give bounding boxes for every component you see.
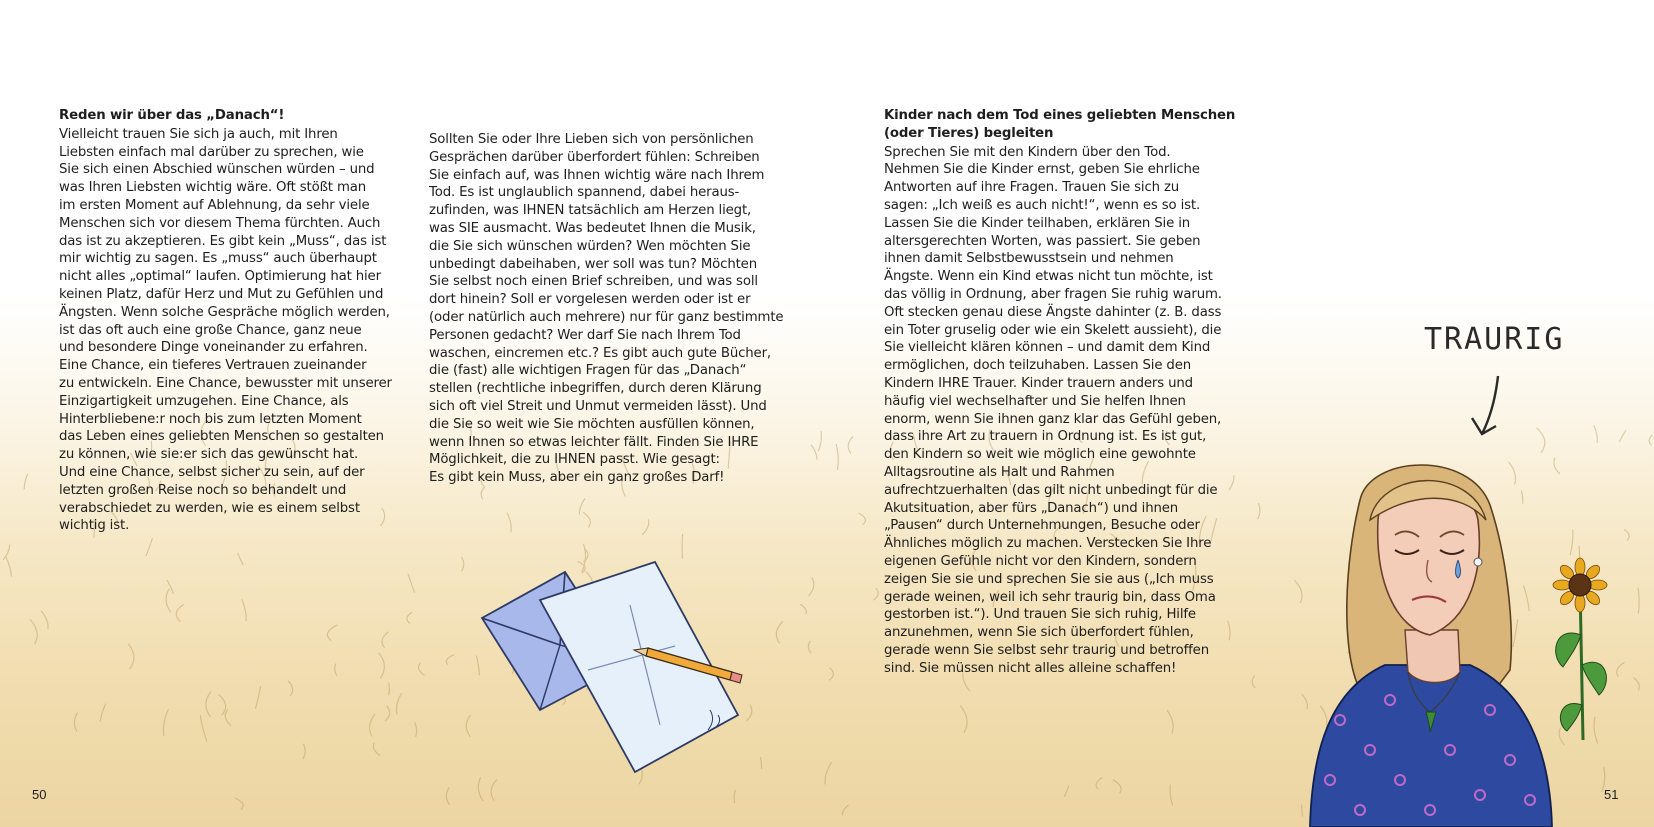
- text-line: aufrechtzuerhalten (das gilt nicht unbedingt für die: [884, 482, 1218, 498]
- text-line: keinen Platz, dafür Herz und Mut zu Gefühlen und: [59, 286, 384, 302]
- text-line: und besondere Dinge voneinander zu erfahren.: [59, 340, 368, 356]
- crying-woman-illustration: [1300, 450, 1560, 827]
- text-line: Ähnliches möglich zu machen. Verstecken Sie Ihre: [884, 536, 1212, 552]
- text-line: enorm, wenn Sie ihnen ganz klar das Gefühl geben,: [884, 411, 1222, 427]
- text-line: Lassen Sie die Kinder teilhaben, erklären Sie in: [884, 215, 1191, 231]
- text-line: häufig viel wechselhafter und Sie helfen Ihnen: [884, 393, 1186, 409]
- heading-line: (oder Tieres) begleiten: [884, 125, 1054, 141]
- text-line: Akutsituation, aber fürs „Danach“) und ihnen: [884, 500, 1179, 516]
- section-heading-danach: Reden wir über das „Danach“!: [59, 108, 285, 123]
- text-line: gestorben ist.“). Und trauen Sie sich ruhig, Hilfe: [884, 607, 1196, 623]
- text-line: Es gibt kein Muss, aber ein ganz großes Darf!: [429, 470, 725, 486]
- text-line: letzten großen Reise noch so behandelt und: [59, 482, 347, 498]
- text-line: altersgerechten Worten, was passiert. Sie geben: [884, 233, 1201, 249]
- text-line: im ersten Moment auf Ablehnung, da sehr viele: [59, 197, 370, 213]
- traurig-caption: TRAURIG: [1424, 322, 1565, 357]
- text-line: „Pausen“ durch Unternehmungen, Besuche oder: [884, 518, 1200, 534]
- text-line: Antworten auf ihre Fragen. Trauen Sie sich zu: [884, 180, 1180, 196]
- text-line: verabschiedet zu werden, wie es einem selbst: [59, 500, 360, 516]
- text-line: ist das oft auch eine große Chance, ganz neue: [59, 322, 362, 338]
- text-line: das völlig in Ordnung, aber fragen Sie ruhig warum.: [884, 286, 1222, 302]
- text-line: waschen, eincremen etc.? Es gibt auch gute Bücher,: [429, 345, 771, 361]
- text-line: Alltagsroutine als Halt und Rahmen: [884, 464, 1115, 480]
- text-line: Vielleicht trauen Sie sich ja auch, mit Ihren: [59, 126, 338, 142]
- text-line: gerade wenn Sie selbst sehr traurig und betroffen: [884, 642, 1209, 658]
- text-line: das ist zu akzeptieren. Es gibt kein „Muss“, das ist: [59, 233, 387, 249]
- text-line: Sie selbst noch einen Brief schreiben, und was soll: [429, 274, 758, 290]
- text-line: den Kindern so weit wie möglich eine gewohnte: [884, 447, 1196, 463]
- text-line: Sie vielleicht klären können – und damit dem Kind: [884, 340, 1211, 356]
- text-line: Liebsten einfach mal darüber zu sprechen, wie: [59, 144, 364, 160]
- text-line: was SIE ausmacht. Was bedeutet Ihnen die Musik,: [429, 220, 756, 236]
- text-line: Nehmen Sie die Kinder ernst, geben Sie ehrliche: [884, 162, 1200, 178]
- heading-line: Kinder nach dem Tod eines geliebten Menschen: [884, 108, 1236, 123]
- text-line: die Sie sich wünschen würden? Wen möchten Sie: [429, 238, 751, 254]
- text-line: eigenen Gefühle nicht vor den Kindern, sondern: [884, 553, 1197, 569]
- text-line: Sie einfach auf, was Ihnen wichtig wäre nach Ihrem: [429, 167, 765, 183]
- left-page-column-1: [59, 107, 399, 535]
- text-line: die (fast) alle wichtigen Fragen für das „Danach“: [429, 363, 747, 379]
- column-2-body-text: [429, 131, 784, 487]
- column-1-body-text: [59, 126, 399, 535]
- text-line: stellen (rechtliche inbegriffen, durch deren Klärung: [429, 381, 762, 397]
- text-line: Ängsten. Wenn solche Gespräche möglich werden,: [59, 304, 390, 320]
- text-line: wichtig ist.: [59, 518, 130, 534]
- text-line: Sie sich einen Abschied wünschen würden – und: [59, 162, 375, 178]
- text-line: Ängste. Wenn ein Kind etwas nicht tun möchte, ist: [884, 269, 1213, 285]
- text-line: wenn Ihnen so etwas leichter fällt. Finden Sie IHRE: [429, 434, 759, 450]
- page-number-right: 51: [1604, 787, 1619, 802]
- text-line: Oft stecken genau diese Ängste dahinter (z. B. dass: [884, 304, 1222, 320]
- text-line: Kindern IHRE Trauer. Kinder trauern anders und: [884, 375, 1193, 391]
- text-line: Sprechen Sie mit den Kindern über den Tod.: [884, 144, 1171, 160]
- envelope-letter-pencil-illustration: [470, 550, 790, 790]
- text-line: anzunehmen, wenn Sie sich überfordert fühlen,: [884, 625, 1194, 641]
- text-line: Möglichkeit, die zu IHNEN passt. Wie gesagt:: [429, 452, 720, 468]
- text-line: Menschen sich vor diesem Thema fürchten. Auch: [59, 215, 381, 231]
- text-line: mir wichtig zu sagen. Es „muss“ auch überhaupt: [59, 251, 377, 267]
- text-line: gerade weinen, weil ich sehr traurig bin, dass Oma: [884, 589, 1216, 605]
- text-line: das Leben eines geliebten Menschen so gestalten: [59, 429, 384, 445]
- text-line: Eine Chance, ein tieferes Vertrauen zueinander: [59, 358, 367, 374]
- text-line: nicht alles „optimal“ laufen. Optimierung hat hier: [59, 269, 381, 285]
- page-number-left: 50: [32, 787, 47, 802]
- text-line: zu entwickeln. Eine Chance, bewusster mit unserer: [59, 375, 392, 391]
- sunflower-illustration: [1545, 555, 1615, 745]
- section-heading-kinder: [884, 107, 1236, 143]
- text-line: Sollten Sie oder Ihre Lieben sich von persönlichen: [429, 132, 754, 147]
- text-line: Hinterbliebene:r noch bis zum letzten Moment: [59, 411, 362, 427]
- text-line: ein Toter gruselig oder wie ein Skelett aussieht), die: [884, 322, 1222, 338]
- text-line: zufinden, was IHNEN tatsächlich am Herzen liegt,: [429, 203, 752, 219]
- text-line: Einzigartigkeit umzugehen. Eine Chance, als: [59, 393, 349, 409]
- text-line: Und eine Chance, selbst sicher zu sein, auf der: [59, 464, 365, 480]
- right-page-column: [884, 107, 1236, 678]
- text-line: Tod. Es ist unglaublich spannend, dabei heraus-: [429, 185, 740, 201]
- text-line: was Ihren Liebsten wichtig wäre. Oft stößt man: [59, 180, 367, 196]
- text-line: dort hinein? Soll er vorgelesen werden oder ist er: [429, 292, 751, 308]
- text-line: sagen: „Ich weiß es auch nicht!“, wenn es so ist.: [884, 197, 1201, 213]
- text-line: sich oft viel Streit und Unmut vermeiden lässt). Und: [429, 398, 767, 414]
- text-line: zeigen Sie sie und sprechen Sie sie aus („Ich muss: [884, 571, 1214, 587]
- text-line: Personen gedacht? Wer darf Sie nach Ihrem Tod: [429, 327, 741, 343]
- arrow-down-icon: [1462, 370, 1522, 442]
- text-line: zu können, wie sie:er sich das gewünscht hat.: [59, 447, 359, 463]
- text-line: die Sie so weit wie Sie möchten ausfüllen können,: [429, 416, 755, 432]
- column-3-body-text: [884, 144, 1229, 678]
- text-line: (oder natürlich auch mehrere) nur für ganz bestimmte: [429, 309, 784, 325]
- text-line: dass ihre Art zu trauern in Ordnung ist. Es ist gut,: [884, 429, 1207, 445]
- text-line: ihnen damit Selbstbewusstsein und nehmen: [884, 251, 1174, 267]
- text-line: ermöglichen, doch teilzuhaben. Lassen Sie den: [884, 358, 1192, 374]
- text-line: Gesprächen darüber überfordert fühlen: Schreiben: [429, 149, 760, 165]
- text-line: sind. Sie müssen nicht alles alleine schaffen!: [884, 660, 1177, 676]
- text-line: unbedingt dabeihaben, wer soll was tun? Möchten: [429, 256, 757, 272]
- left-page-column-2: [429, 131, 784, 487]
